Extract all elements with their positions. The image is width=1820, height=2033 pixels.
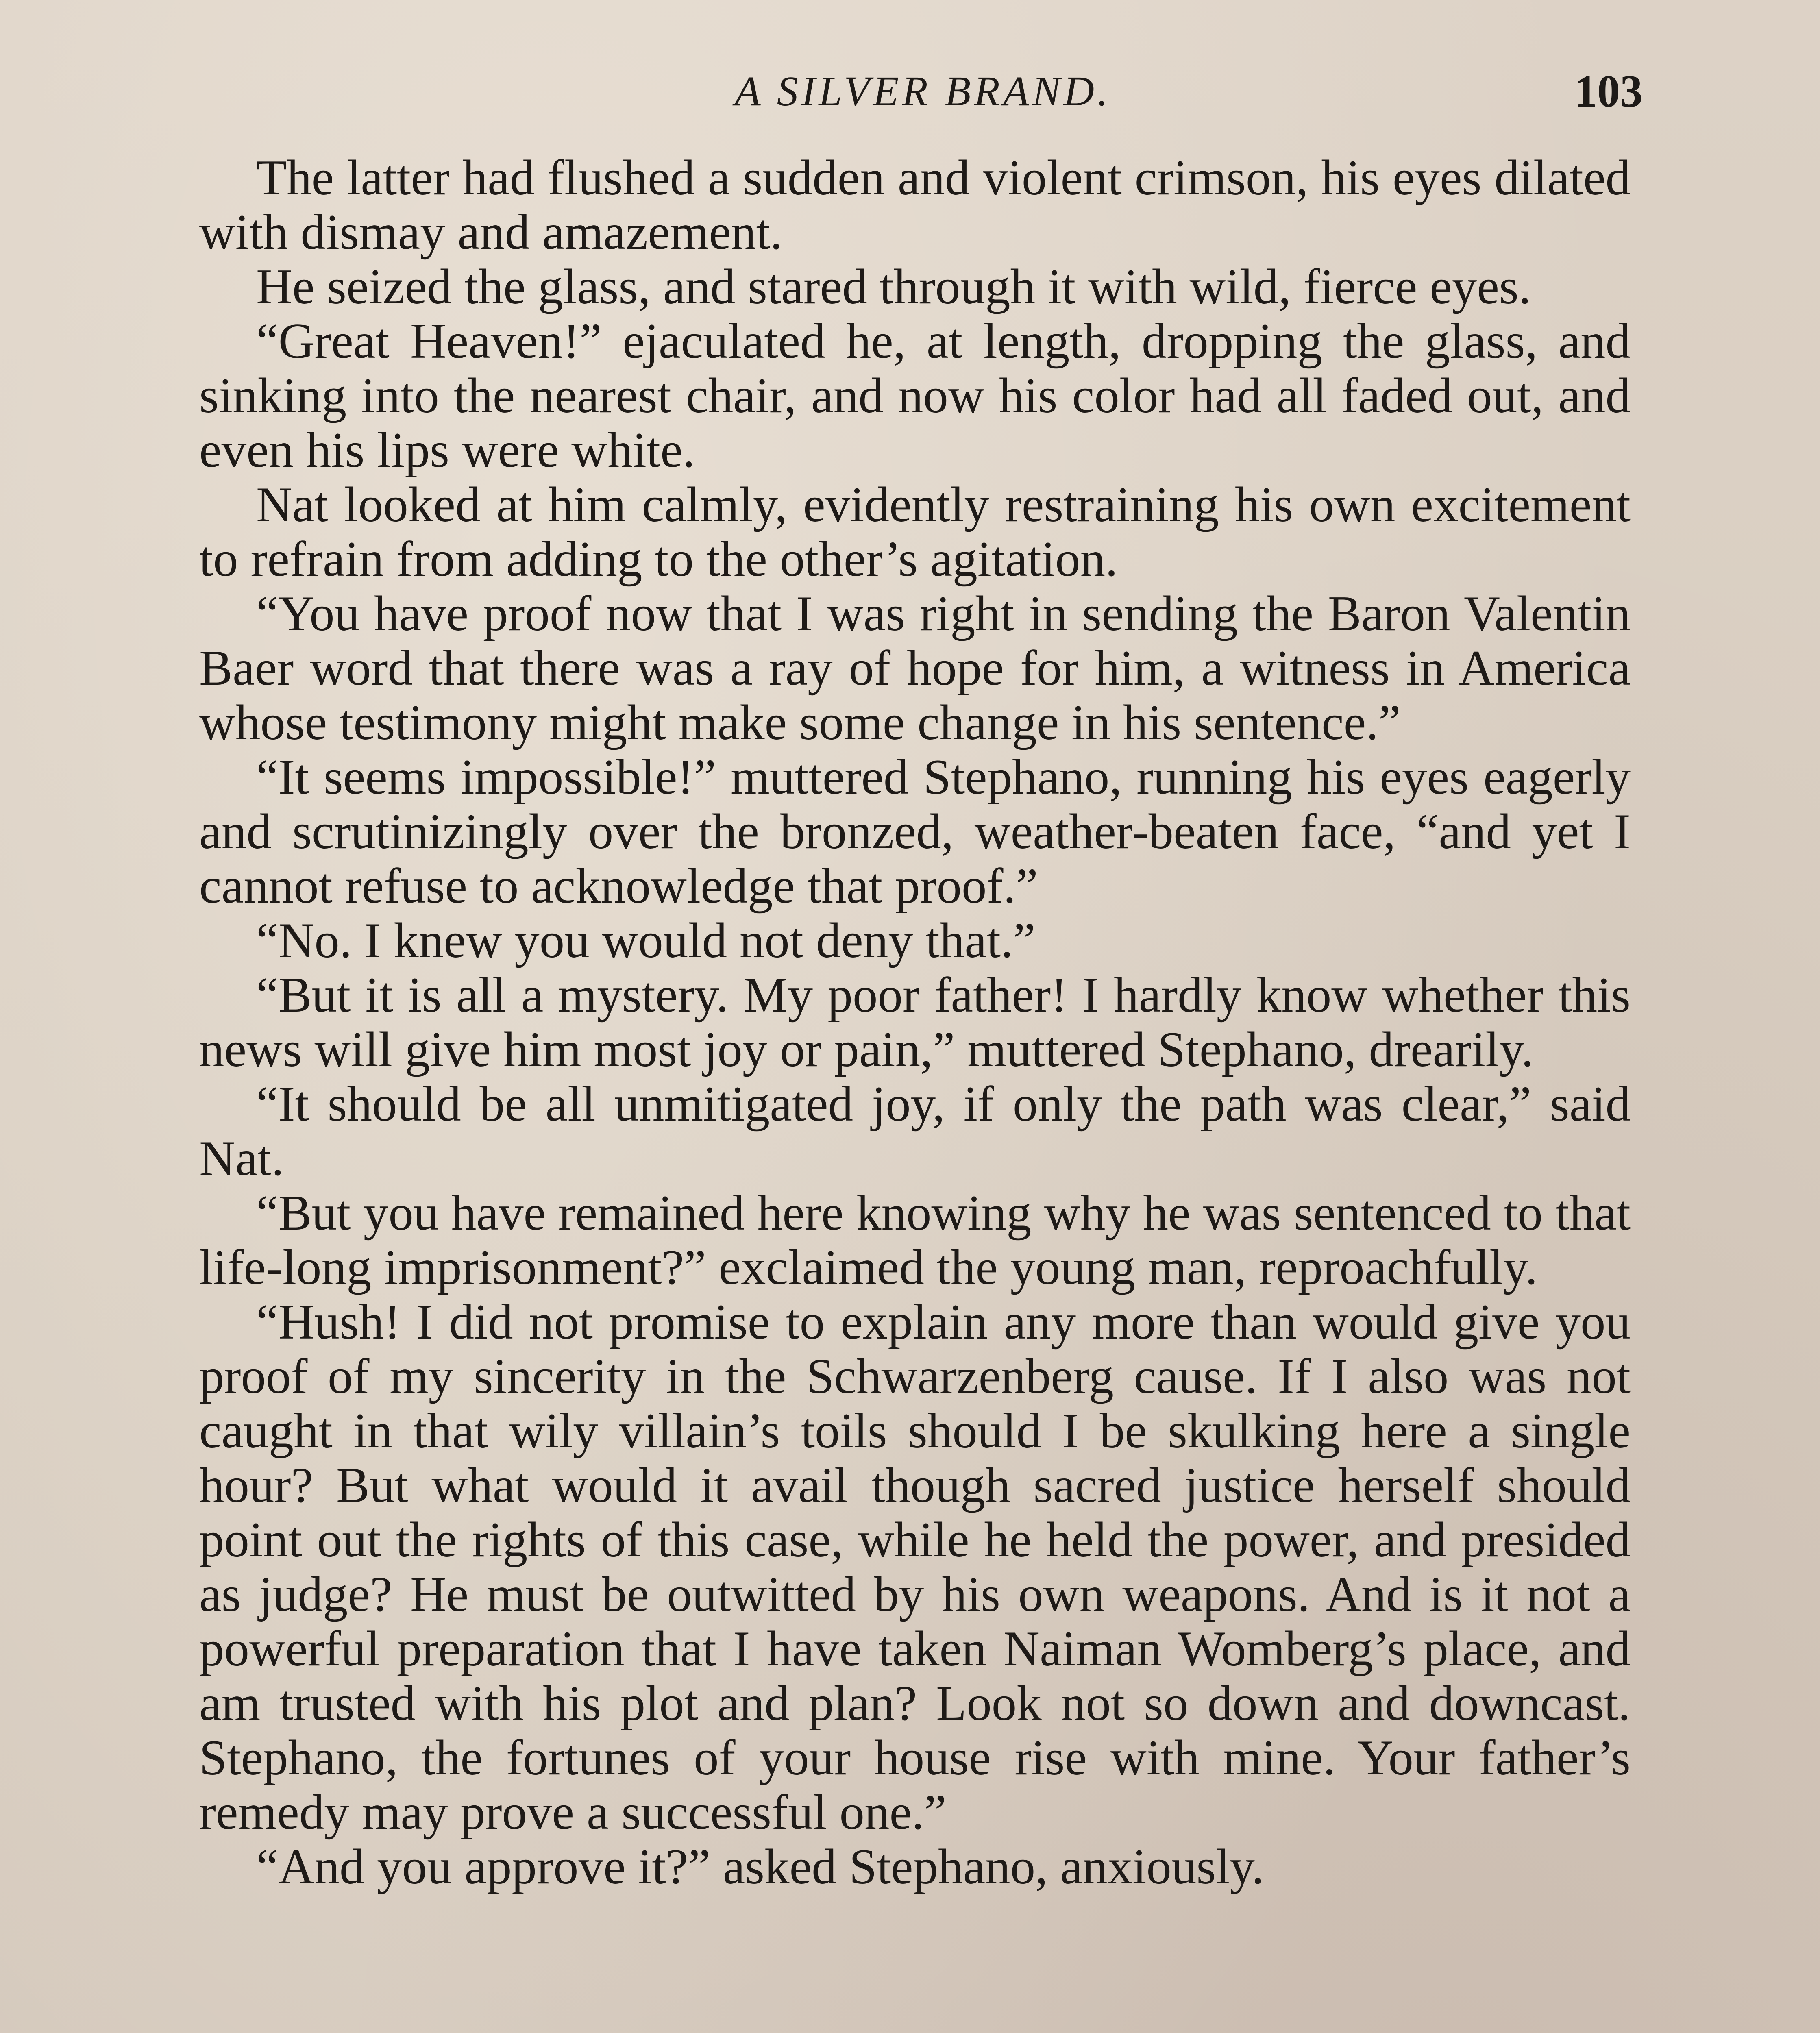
paragraph: Nat looked at him calmly, evidently restraining his own excitement to refrain from adding to the other’s agitation. [199, 477, 1631, 587]
paragraph: “And you approve it?” asked Stephano, anxiously. [256, 1839, 1264, 1894]
paragraph: “No. I knew you would not deny that.” [256, 912, 1036, 968]
paragraph: “Hush! I did not promise to explain any more than would give you proof of my sincerity in the Schwarzenberg cause. If I also was not caught in that wily villain’s toils should I be skulking here a single hour? But what would it avail though sacred justice herself should point out the rights of this case, while he held the power, and presided as judge? He must be outwitted by his own weapons. And is it not a powerful preparation that I have taken Naiman Womberg’s place, and am trusted with his plot and plan? Look not so down and downcast. Stephano, the fortunes of your house rise with mine. Your father’s remedy may prove a successful one.” [199, 1294, 1631, 1840]
paragraph: “You have proof now that I was right in sending the Baron Valentin Baer word that there was a ray of hope for him, a witness in America whose testimony might make some change in his sentence.” [199, 586, 1631, 750]
running-head [199, 61, 1647, 122]
paragraph: “It should be all unmitigated joy, if only the path was clear,” said Nat. [199, 1076, 1631, 1186]
body-text [199, 150, 1631, 1894]
paragraph: “Great Heaven!” ejaculated he, at length, dropping the glass, and sinking into the nearest chair, and now his color had all faded out, and even his lips were white. [199, 313, 1631, 478]
paragraph: “But it is all a mystery. My poor father! I hardly know whether this news will give him most joy or pain,” muttered Stephano, drearily. [199, 967, 1631, 1077]
paragraph: “But you have remained here knowing why he was sentenced to that life-long imprisonment?” exclaimed the young man, reproachfully. [199, 1185, 1631, 1295]
paragraph: “It seems impossible!” muttered Stephano, running his eyes eagerly and scrutinizingly over the bronzed, weather-beaten face, “and yet I cannot refuse to acknowledge that proof.” [199, 749, 1631, 914]
paragraph: The latter had flushed a sudden and violent crimson, his eyes dilated with dismay and amazement. [199, 150, 1631, 260]
running-head-title: A SILVER BRAND. [735, 68, 1111, 115]
paragraph: He seized the glass, and stared through it with wild, fierce eyes. [256, 259, 1531, 314]
page-number: 103 [1574, 66, 1643, 117]
